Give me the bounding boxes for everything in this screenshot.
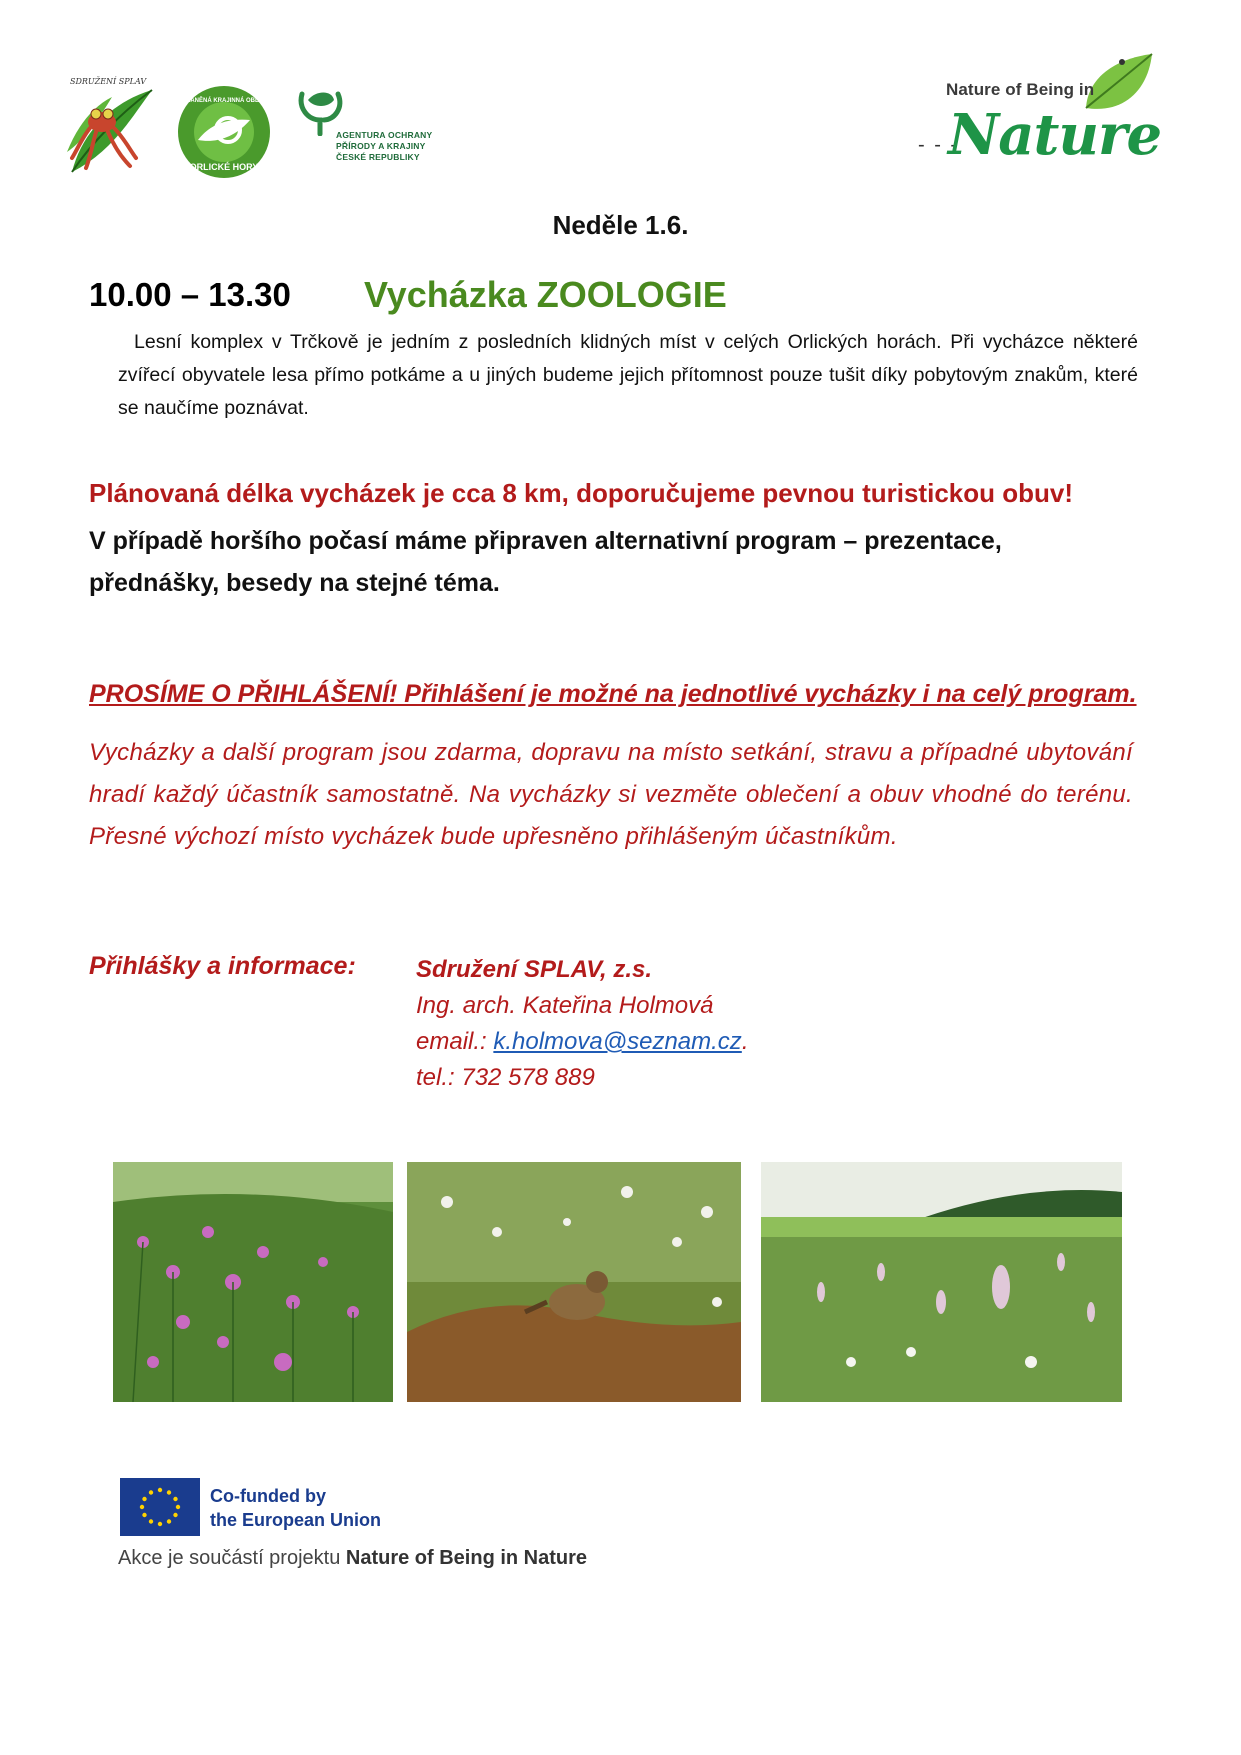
nature-logo-big-text: Nature (948, 102, 1162, 168)
eu-line-2: the European Union (210, 1510, 381, 1530)
distance-notice: Plánovaná délka vycházek je cca 8 km, doporučujeme pevnou turistickou obuv! (89, 478, 1073, 508)
email-suffix: . (741, 1028, 749, 1055)
project-name: Nature of Being in Nature (345, 1547, 588, 1569)
photo-meadow-flowers (113, 1162, 393, 1402)
nature-of-being-logo: Nature of Being in - - - Nature (918, 50, 1158, 170)
event-time: 10.00 – 13.30 (89, 276, 291, 313)
orlicke-hory-logo (176, 84, 272, 180)
orlicke-bottom-text: ORLICKÉ HORY (189, 162, 259, 172)
contact-email-line (416, 1024, 748, 1060)
contact-block (416, 952, 748, 1096)
aopk-logo (294, 86, 444, 172)
frog-logo-caption: SDRUŽENÍ SPLAV (70, 77, 147, 86)
contact-person: Ing. arch. Kateřina Holmová (416, 992, 714, 1019)
splav-frog-logo (52, 72, 164, 180)
contact-label: Přihlášky a informace: (89, 952, 356, 980)
registration-call: PROSÍME O PŘIHLÁŠENÍ! Přihlášení je možné na jednotlivé vycházky i na celý program. (89, 680, 1137, 708)
eu-line-1: Co-funded by (210, 1486, 326, 1506)
project-footer (118, 1547, 587, 1570)
email-link[interactable]: k.holmova@seznam.cz (493, 1028, 742, 1055)
event-title: Vycházka ZOOLOGIE (364, 274, 727, 315)
email-label: email.: (416, 1028, 494, 1055)
eu-flag-icon (120, 1478, 200, 1536)
contact-phone: tel.: 732 578 889 (416, 1064, 595, 1091)
aopk-line-1: AGENTURA OCHRANY (336, 130, 433, 140)
event-description: Lesní komplex v Trčkově je jedním z posledních klidných míst v celých Orlických horách. Při vycházce některé zvířecí obyvatele lesa přímo potkáme a u jiných budeme jejich přítomnost pouze tušit díky pobytovým znakům, které se naučíme poznávat. (118, 331, 1138, 419)
photo-bird-cottongrass (407, 1162, 741, 1402)
aopk-line-2: PŘÍRODY A KRAJINY (336, 141, 426, 151)
orlicke-top-text: CHRÁNĚNÁ KRAJINNÁ OBLAST (177, 98, 271, 104)
event-date: Neděle 1.6. (552, 210, 689, 240)
project-prefix: Akce je součástí projektu (118, 1547, 346, 1569)
contact-org: Sdružení SPLAV, z.s. (416, 956, 653, 983)
eu-cofunded-logo (120, 1478, 410, 1538)
weather-notice: V případě horšího počasí máme připraven alternativní program – prezentace, přednášky, besedy na stejné téma. (89, 527, 1002, 597)
photo-wet-meadow (761, 1162, 1122, 1402)
aopk-line-3: ČESKÉ REPUBLIKY (336, 152, 420, 162)
registration-info: Vycházky a další program jsou zdarma, dopravu na místo setkání, stravu a případné ubytování hradí každý účastník samostatně. Na vycházky si vezměte oblečení a obuv vhodné do terénu. Přesné výchozí místo vycházek bude upřesněno přihlášeným účastníkům. (89, 739, 1133, 850)
nature-logo-small-text: Nature of Being in (946, 80, 1095, 99)
